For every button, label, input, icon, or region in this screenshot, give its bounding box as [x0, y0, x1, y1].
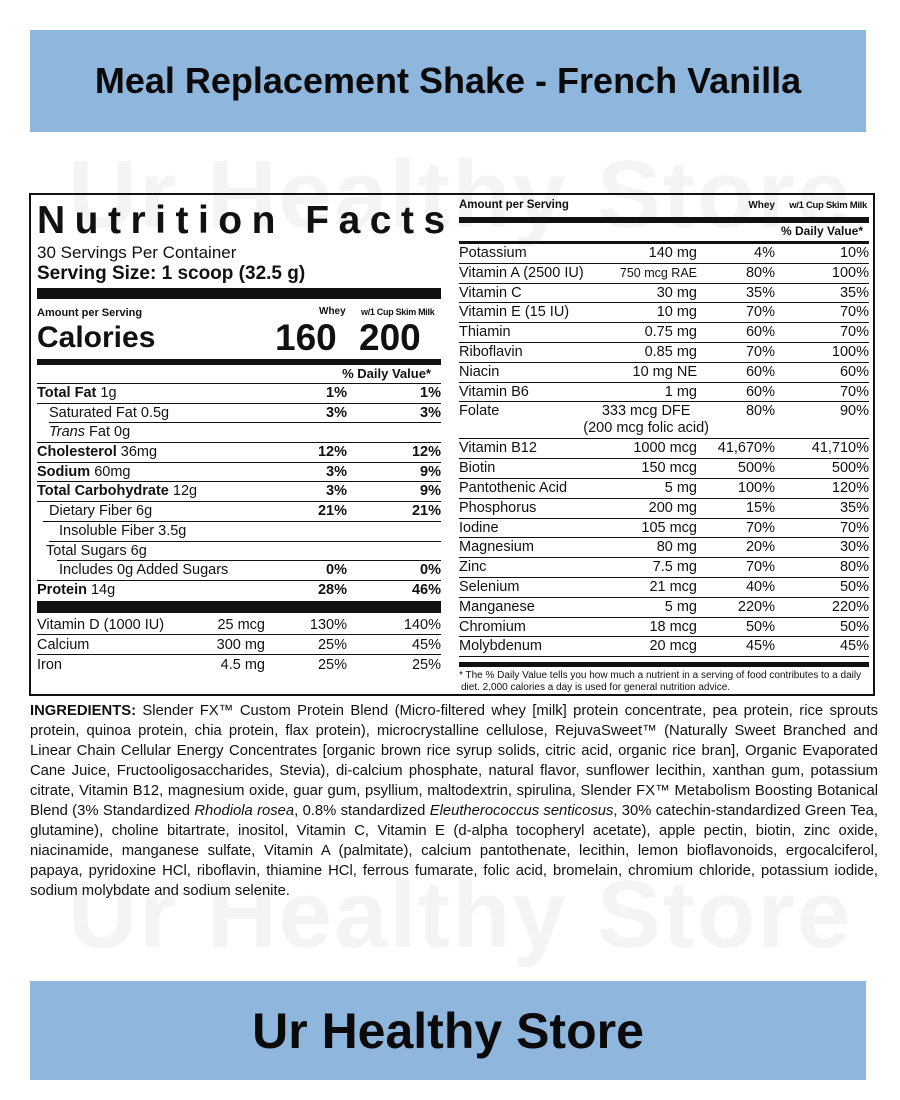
dv-milk: 35% [839, 284, 869, 301]
product-title: Meal Replacement Shake - French Vanilla [94, 60, 802, 101]
daily-value-header [37, 365, 441, 384]
vitamin-label: Biotin [459, 460, 496, 477]
dv-milk: 25% [411, 656, 441, 673]
dv-whey: 60% [745, 363, 775, 380]
vitamin-label: Iron [37, 656, 62, 673]
dv-milk: 100% [831, 343, 869, 360]
dv-whey: 41,670% [717, 440, 775, 457]
vitamin-row [459, 439, 869, 459]
vitamin-row [459, 618, 869, 638]
nutrient-label: Insoluble Fiber [59, 522, 155, 539]
vitamin-row [459, 343, 869, 363]
vitamin-amount: 200 mg [648, 499, 697, 516]
servings-per-container: 30 Servings Per Container [37, 243, 237, 262]
dv-whey: 100% [737, 479, 775, 496]
dv-milk: 220% [831, 598, 869, 615]
vitamin-label: Vitamin E (15 IU) [459, 304, 570, 321]
vitamin-amount: 18 mcg [649, 618, 697, 635]
amount-per-serving-label: Amount per Serving [459, 199, 569, 211]
vitamin-amount-line: 333 mcg DFE [601, 403, 691, 420]
nutrient-amount: 6g [136, 503, 153, 520]
nutrient-row-total-carbohydrate [37, 482, 441, 502]
vitamin-label: Selenium [459, 578, 520, 595]
vitamin-list [459, 244, 869, 657]
ingredients-part: Slender FX™ Custom Protein Blend (Micro-filtered whey [milk] protein concentrate, pea protein, rice sprouts protein, quinoa protein, chia protein, flax protein), microcrystalline cellulose, RejuvaSweet™ (Naturally Sweet Branched and Linear Chain Cellular Energy Concentrates [organic brown rice syrup solids, citric acid, organic rice bran], Organic Evaporated Cane Juice, Fructooligosaccharides, Stevia), di-calcium phosphate, natural flavor, sunflower lecithin, xanthan gum, potassium citrate, Vitamin B12, magnesium oxide, guar gum, psyllium, maltodextrin, spirulina, Slender FX™ Metabolism Boosting Botanical Blend (3% Standardized [30, 703, 878, 819]
nutrient-row-saturated-fat [37, 404, 441, 424]
vitamin-row [459, 459, 869, 479]
vitamin-row-calcium [37, 635, 441, 655]
nutrition-left-column [37, 199, 455, 691]
divider [459, 662, 869, 667]
nutrient-label: Cholesterol [37, 444, 117, 461]
dv-milk: 9% [420, 463, 441, 480]
store-name: Ur Healthy Store [252, 1002, 644, 1059]
vitamin-row-vitamin-d [37, 615, 441, 635]
vitamin-amount: 750 mcg RAE [619, 265, 697, 280]
vitamin-row [459, 383, 869, 403]
vitamin-label: Niacin [459, 363, 500, 380]
dv-whey: 70% [745, 519, 775, 536]
daily-value-footnote: * The % Daily Value tells you how much a nutrient in a serving of food contributes to a daily diet. 2,000 calories a day is used for general nutrition advice. [459, 670, 862, 694]
vitamin-amount: 30 mg [656, 284, 697, 301]
dv-whey: 12% [317, 444, 347, 461]
ingredients-italic: Rhodiola rosea [194, 803, 295, 819]
milk-column-header: w/1 Cup Skim Milk [361, 307, 435, 317]
nutrient-row-total-fat [37, 384, 441, 404]
dv-milk: 41,710% [811, 440, 869, 457]
dv-milk: 0% [420, 562, 441, 579]
vitamin-row [459, 637, 869, 657]
dv-whey: 80% [745, 403, 775, 420]
nutrient-label: Total Carbohydrate [37, 483, 169, 500]
nutrient-row-protein [37, 581, 441, 601]
dv-whey: 70% [745, 304, 775, 321]
vitamin-label: Vitamin D (1000 IU) [37, 616, 165, 633]
vitamin-amount-note: (200 mcg folic acid) [583, 420, 709, 437]
vitamin-amount: 10 mg NE [632, 363, 697, 380]
divider [37, 601, 441, 613]
nutrient-amount: 12g [172, 483, 198, 500]
vitamin-amount: 1 mg [664, 383, 697, 400]
dv-milk: 70% [839, 324, 869, 341]
dv-milk: 70% [839, 304, 869, 321]
dv-milk: 30% [839, 539, 869, 556]
dv-whey: 28% [317, 581, 347, 598]
dv-milk: 3% [420, 404, 441, 421]
nutrient-row-sodium [37, 463, 441, 483]
dv-milk: 10% [839, 245, 869, 261]
ingredients-italic: Eleutherococcus senticosus [429, 803, 614, 819]
dv-whey: 35% [745, 284, 775, 301]
dv-milk: 60% [839, 363, 869, 380]
vitamin-row [459, 363, 869, 383]
dv-whey: 80% [745, 264, 775, 281]
nutrient-label: Saturated Fat [49, 404, 137, 421]
vitamin-amount: 20 mcg [649, 638, 697, 655]
vitamin-label: Calcium [37, 636, 90, 653]
dv-whey: 50% [745, 618, 775, 635]
nutrient-label: Total Sugars [46, 542, 127, 559]
vitamin-amount: 80 mg [656, 539, 697, 556]
dv-whey: 3% [326, 404, 347, 421]
vitamin-row-iron [37, 655, 441, 675]
nutrient-amount: 6g [130, 542, 147, 559]
vitamin-row [459, 538, 869, 558]
vitamin-amount: 300 mg [216, 636, 265, 653]
calories-milk: 200 [359, 317, 421, 358]
vitamin-row [459, 479, 869, 499]
vitamin-amount: 0.85 mg [644, 343, 697, 360]
dv-whey: 130% [309, 616, 347, 633]
dv-milk: 12% [411, 444, 441, 461]
nutrient-row-dietary-fiber [37, 502, 441, 522]
nutrient-amount: 14g [90, 581, 116, 598]
vitamin-amount: 5 mg [664, 598, 697, 615]
amount-per-serving-row [459, 199, 869, 217]
vitamin-row [459, 264, 869, 284]
nutrient-label: Total Fat [37, 385, 97, 401]
daily-value-header [459, 223, 869, 244]
daily-value-label: % Daily Value* [780, 224, 863, 238]
dv-whey: 0% [326, 562, 347, 579]
ingredients-text [30, 701, 878, 901]
vitamin-label: Molybdenum [459, 638, 543, 655]
dv-milk: 70% [839, 383, 869, 400]
dv-whey: 3% [326, 463, 347, 480]
vitamin-amount: 7.5 mg [652, 559, 697, 576]
vitamin-row [459, 284, 869, 304]
calories-whey: 160 [275, 317, 337, 358]
dv-milk: 50% [839, 618, 869, 635]
vitamin-amount: 10 mg [656, 304, 697, 321]
nutrient-amount: Fat 0g [89, 424, 131, 441]
vitamin-row [459, 499, 869, 519]
whey-column-header: Whey [319, 306, 346, 317]
dv-whey: 500% [737, 460, 775, 477]
dv-whey: 21% [317, 503, 347, 520]
nutrient-amount: 3.5g [158, 522, 187, 539]
vitamin-label: Zinc [459, 559, 487, 576]
nutrient-row-cholesterol [37, 443, 441, 463]
calories-row [37, 317, 441, 359]
serving-size: Serving Size: 1 scoop (32.5 g) [37, 263, 306, 284]
nutrient-row-insoluble-fiber [37, 522, 441, 542]
dv-whey: 45% [745, 638, 775, 655]
vitamin-row [459, 323, 869, 343]
dv-whey: 70% [745, 559, 775, 576]
nutrient-label: Protein [37, 581, 87, 598]
nutrient-row-added-sugars [37, 561, 441, 581]
vitamin-amount: 25 mcg [217, 616, 265, 633]
vitamin-label: Chromium [459, 618, 526, 635]
nutrient-row-total-sugars [37, 542, 441, 562]
vitamin-label: Potassium [459, 245, 527, 261]
dv-whey: 40% [745, 578, 775, 595]
nutrient-amount: 0.5g [140, 404, 170, 421]
vitamin-label: Vitamin B12 [459, 440, 537, 457]
ingredients-part: , 30% catechin-standardized Green Tea, glutamine), choline bitartrate, inositol, Vitamin C, Vitamin E (d-alpha tocopheryl acetate), apple pectin, biotin, zinc oxide, niacinamide, manganese sulfate, Vitamin A (palmitate), calcium pantothenate, lecithin, lemon bioflavonoids, ergocalciferol, papaya, pyridoxine HCl, riboflavin, thiamine HCl, ferrous fumarate, folic acid, bromelain, chromium chloride, potassium iodide, sodium molybdate and sodium selenite. [30, 803, 878, 899]
vitamin-row [459, 598, 869, 618]
vitamin-amount: 1000 mcg [633, 440, 697, 457]
vitamin-row [459, 303, 869, 323]
dv-milk: 100% [831, 264, 869, 281]
vitamin-label: Vitamin B6 [459, 383, 529, 400]
dv-whey: 60% [745, 324, 775, 341]
dv-whey: 25% [317, 636, 347, 653]
milk-column-header: w/1 Cup Skim Milk [789, 200, 867, 211]
vitamin-amount: 0.75 mg [644, 324, 697, 341]
dv-milk: 46% [411, 581, 441, 598]
nutrient-label: Sodium [37, 463, 91, 480]
nutrient-amount: 1g [100, 385, 117, 401]
vitamin-row [459, 578, 869, 598]
nutrient-label: Trans [49, 424, 85, 441]
vitamin-label: Manganese [459, 598, 535, 615]
ingredients-part: , 0.8% standardized [294, 803, 430, 819]
vitamin-amount [583, 403, 709, 437]
nutrient-label: Dietary Fiber [49, 503, 132, 520]
bottom-banner [30, 981, 866, 1080]
vitamin-amount: 21 mcg [649, 578, 697, 595]
ingredients-label: INGREDIENTS: [30, 703, 137, 719]
top-banner [30, 30, 866, 132]
dv-milk: 500% [831, 460, 869, 477]
dv-whey: 15% [745, 499, 775, 516]
dv-whey: 20% [745, 539, 775, 556]
dv-milk: 45% [411, 636, 441, 653]
dv-milk: 50% [839, 578, 869, 595]
divider [37, 288, 441, 299]
vitamin-amount: 105 mcg [641, 519, 697, 536]
dv-whey: 1% [326, 385, 347, 401]
nutrient-row-trans-fat [37, 423, 441, 443]
nutrition-facts-panel [29, 193, 875, 696]
vitamin-label: Magnesium [459, 539, 534, 556]
vitamin-row [459, 402, 869, 439]
vitamin-label: Pantothenic Acid [459, 479, 568, 496]
vitamin-row [459, 558, 869, 578]
vitamin-row [459, 519, 869, 539]
vitamin-label: Thiamin [459, 324, 511, 341]
whey-column-header: Whey [748, 200, 775, 211]
vitamin-amount: 5 mg [664, 479, 697, 496]
dv-milk: 90% [839, 403, 869, 420]
dv-whey: 60% [745, 383, 775, 400]
daily-value-label: % Daily Value* [342, 366, 431, 381]
dv-whey: 25% [317, 656, 347, 673]
dv-whey: 4% [754, 245, 775, 261]
dv-milk: 1% [420, 385, 441, 401]
dv-milk: 9% [420, 483, 441, 500]
vitamin-label: Vitamin C [459, 284, 522, 301]
nutrition-right-column [459, 199, 869, 694]
vitamin-row [459, 244, 869, 264]
vitamin-label: Vitamin A (2500 IU) [459, 264, 584, 281]
dv-milk: 120% [831, 479, 869, 496]
dv-whey: 220% [737, 598, 775, 615]
dv-milk: 21% [411, 503, 441, 520]
dv-milk: 140% [403, 616, 441, 633]
dv-milk: 80% [839, 559, 869, 576]
vitamin-label: Phosphorus [459, 499, 537, 516]
vitamin-amount: 150 mcg [641, 460, 697, 477]
dv-milk: 35% [839, 499, 869, 516]
vitamin-label: Iodine [459, 519, 499, 536]
nutrition-facts-title: Nutrition Facts [37, 199, 455, 242]
dv-whey: 3% [326, 483, 347, 500]
vitamin-label: Riboflavin [459, 343, 523, 360]
nutrient-amount: 60mg [94, 463, 131, 480]
vitamin-amount: 4.5 mg [220, 656, 265, 673]
dv-whey: 70% [745, 343, 775, 360]
vitamin-label: Folate [459, 403, 500, 420]
amount-per-serving-label: Amount per Serving [37, 307, 143, 319]
nutrient-label: Includes 0g Added Sugars [59, 562, 229, 579]
calories-label: Calories [37, 321, 156, 354]
nutrient-amount: 36mg [120, 444, 158, 461]
dv-milk: 45% [839, 638, 869, 655]
dv-milk: 70% [839, 519, 869, 536]
vitamin-amount: 140 mg [648, 245, 697, 261]
